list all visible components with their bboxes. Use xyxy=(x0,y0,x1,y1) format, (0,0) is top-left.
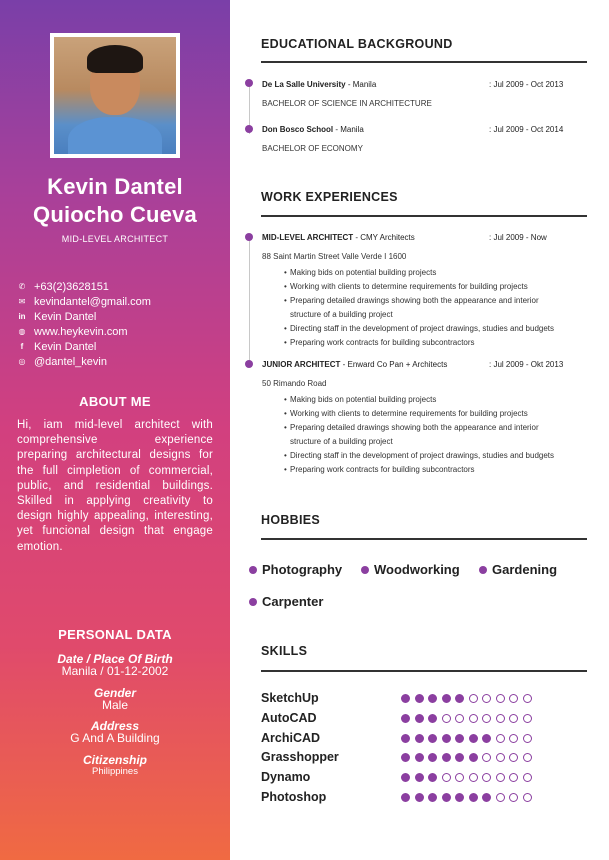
responsibility-list xyxy=(284,393,599,476)
skill-rating xyxy=(401,734,536,743)
rating-dot-empty xyxy=(509,734,518,743)
contact-linkedin[interactable] xyxy=(17,309,151,324)
rating-dot-filled xyxy=(415,714,424,723)
contact-email[interactable] xyxy=(17,294,151,309)
rating-dot-filled xyxy=(482,734,491,743)
address-label: Address xyxy=(90,719,140,733)
birth-value: Manila / 01-12-2002 xyxy=(61,664,169,678)
rating-dot-empty xyxy=(509,714,518,723)
hobbies-divider xyxy=(261,538,587,540)
rating-dot-empty xyxy=(469,714,478,723)
contact-text: Kevin Dantel xyxy=(34,310,97,323)
skill-name: SketchUp xyxy=(261,691,319,705)
email-icon: ✉ xyxy=(18,297,26,306)
list-item: • Making bids on potential building projects xyxy=(284,266,599,280)
hobbies-heading: HOBBIES xyxy=(261,513,321,527)
skill-row xyxy=(261,711,536,725)
rating-dot-empty xyxy=(509,773,518,782)
education-date: : Jul 2009 - Oct 2014 xyxy=(489,125,564,134)
skill-row xyxy=(261,770,536,784)
responsibility-list xyxy=(284,266,599,349)
skill-row xyxy=(261,731,536,745)
skill-name: Dynamo xyxy=(261,770,311,784)
rating-dot-empty xyxy=(482,773,491,782)
rating-dot-empty xyxy=(496,734,505,743)
job-role: JUNIOR ARCHITECT xyxy=(262,360,341,369)
contact-text: Kevin Dantel xyxy=(34,340,97,353)
rating-dot-empty xyxy=(482,753,491,762)
skill-row xyxy=(261,750,536,764)
work-divider xyxy=(261,215,587,217)
list-item: • Preparing work contracts for building subcontractors xyxy=(284,463,599,477)
contact-facebook[interactable] xyxy=(17,339,151,354)
rating-dot-filled xyxy=(455,753,464,762)
rating-dot-empty xyxy=(455,714,464,723)
work-date: : Jul 2009 - Now xyxy=(489,233,547,242)
about-heading: ABOUT ME xyxy=(79,394,151,409)
rating-dot-empty xyxy=(496,753,505,762)
contact-website[interactable] xyxy=(17,324,151,339)
name-line-1: Kevin Dantel xyxy=(47,174,183,199)
skill-rating xyxy=(401,773,536,782)
rating-dot-empty xyxy=(496,694,505,703)
rating-dot-filled xyxy=(401,714,410,723)
hobby-item xyxy=(249,562,342,577)
gender-label: Gender xyxy=(93,686,136,700)
rating-dot-empty xyxy=(442,773,451,782)
list-item: • Working with clients to determine requirements for building projects xyxy=(284,280,599,294)
list-item: • Preparing work contracts for building subcontractors xyxy=(284,336,599,350)
rating-dot-filled xyxy=(482,793,491,802)
rating-dot-empty xyxy=(482,694,491,703)
rating-dot-empty xyxy=(523,753,532,762)
citizenship-label: Citizenship xyxy=(82,753,147,767)
work-entry xyxy=(262,233,592,242)
work-date: : Jul 2009 - Okt 2013 xyxy=(489,360,564,369)
rating-dot-filled xyxy=(428,734,437,743)
about-text: Hi, iam mid-level architect with comprehensive experience preparing architectural designs for the full cimpletion of commercial, public, and residential buildings. Skilled in applying creativity to design highly appealing, interesting, yet funcional design that engage emotion. xyxy=(17,419,213,553)
rating-dot-filled xyxy=(415,753,424,762)
rating-dot-filled xyxy=(428,694,437,703)
sidebar xyxy=(0,0,230,860)
list-item: • Working with clients to determine requirements for building projects xyxy=(284,407,599,421)
instagram-icon: ◎ xyxy=(18,357,26,366)
hobby-label: Photography xyxy=(262,562,343,577)
rating-dot-filled xyxy=(455,734,464,743)
company: - CMY Architects xyxy=(353,233,415,242)
skill-name: AutoCAD xyxy=(261,711,317,725)
contact-text: www.heykevin.com xyxy=(34,325,128,338)
school-location: - Manila xyxy=(345,80,377,89)
skill-name: Grasshopper xyxy=(261,750,339,764)
rating-dot-empty xyxy=(523,694,532,703)
birth-label: Date / Place Of Birth xyxy=(57,652,173,666)
contact-text: kevindantel@gmail.com xyxy=(34,295,151,308)
rating-dot-filled xyxy=(401,694,410,703)
school-location: - Manila xyxy=(333,125,364,134)
rating-dot-empty xyxy=(496,773,505,782)
education-heading: EDUCATIONAL BACKGROUND xyxy=(261,37,453,51)
profile-name xyxy=(0,173,230,229)
rating-dot-empty xyxy=(442,714,451,723)
rating-dot-filled xyxy=(442,694,451,703)
degree: BACHELOR OF ECONOMY xyxy=(262,144,363,153)
rating-dot-filled xyxy=(401,734,410,743)
rating-dot-filled xyxy=(469,793,478,802)
contact-text: +63(2)3628151 xyxy=(34,280,109,293)
rating-dot-filled xyxy=(428,773,437,782)
work-heading: WORK EXPERIENCES xyxy=(261,190,398,204)
rating-dot-filled xyxy=(469,734,478,743)
contact-list xyxy=(17,279,151,369)
list-item: • Preparing detailed drawings showing both the appearance and interior xyxy=(284,421,599,435)
contact-instagram[interactable] xyxy=(17,354,151,369)
avatar xyxy=(54,37,176,154)
rating-dot-empty xyxy=(509,793,518,802)
facebook-icon: f xyxy=(20,342,24,351)
work-address: 50 Rimando Road xyxy=(262,379,327,388)
rating-dot-filled xyxy=(428,753,437,762)
address-value: G And A Building xyxy=(70,731,160,745)
profile-photo xyxy=(50,33,180,158)
contact-text: @dantel_kevin xyxy=(34,355,107,368)
job-title: MID-LEVEL ARCHITECT xyxy=(61,234,169,244)
linkedin-icon: in xyxy=(18,312,26,321)
personal-data-heading: PERSONAL DATA xyxy=(58,627,172,642)
hobby-label: Carpenter xyxy=(262,594,324,609)
rating-dot-filled xyxy=(442,734,451,743)
hobby-label: Woodworking xyxy=(374,562,460,577)
bullet-dot xyxy=(249,598,257,606)
rating-dot-empty xyxy=(455,773,464,782)
skills-divider xyxy=(261,670,587,672)
rating-dot-filled xyxy=(415,793,424,802)
skill-rating xyxy=(401,793,536,802)
rating-dot-filled xyxy=(442,793,451,802)
list-item-continued: structure of a building project xyxy=(290,436,393,446)
degree: BACHELOR OF SCIENCE IN ARCHITECTURE xyxy=(262,99,432,108)
work-entry xyxy=(262,360,592,369)
hobby-item xyxy=(361,562,460,577)
rating-dot-filled xyxy=(469,753,478,762)
hobby-item xyxy=(249,594,323,609)
education-entry xyxy=(262,125,592,134)
rating-dot-empty xyxy=(523,714,532,723)
hobby-item xyxy=(479,562,557,577)
company: - Enward Co Pan + Architects xyxy=(340,360,448,369)
skill-rating xyxy=(401,714,536,723)
rating-dot-empty xyxy=(509,694,518,703)
education-date: : Jul 2009 - Oct 2013 xyxy=(489,80,564,89)
rating-dot-empty xyxy=(523,793,532,802)
rating-dot-filled xyxy=(455,694,464,703)
skill-name: ArchiCAD xyxy=(261,731,321,745)
timeline-dot xyxy=(245,360,253,368)
rating-dot-filled xyxy=(428,793,437,802)
bullet-dot xyxy=(361,566,369,574)
timeline-line xyxy=(249,237,250,365)
timeline-dot xyxy=(245,79,253,87)
bullet-dot xyxy=(479,566,487,574)
rating-dot-empty xyxy=(523,734,532,743)
list-item: • Preparing detailed drawings showing both the appearance and interior xyxy=(284,294,599,308)
globe-icon: ◍ xyxy=(18,327,26,336)
education-entry xyxy=(262,80,592,89)
bullet-dot xyxy=(249,566,257,574)
rating-dot-empty xyxy=(469,694,478,703)
skill-row xyxy=(261,790,536,804)
phone-icon: ✆ xyxy=(18,282,26,291)
name-line-2: Quiocho Cueva xyxy=(33,202,197,227)
school-name: Don Bosco School xyxy=(262,125,334,134)
work-address: 88 Saint Martin Street Valle Verde I 1600 xyxy=(262,252,407,261)
rating-dot-filled xyxy=(455,793,464,802)
rating-dot-empty xyxy=(496,793,505,802)
list-item: • Directing staff in the development of project drawings, studies and budgets xyxy=(284,322,599,336)
hobby-label: Gardening xyxy=(492,562,558,577)
list-item: • Directing staff in the development of project drawings, studies and budgets xyxy=(284,449,599,463)
citizenship-value: Philippines xyxy=(92,766,138,777)
rating-dot-filled xyxy=(401,773,410,782)
skill-rating xyxy=(401,753,536,762)
rating-dot-empty xyxy=(496,714,505,723)
job-role: MID-LEVEL ARCHITECT xyxy=(262,233,354,242)
rating-dot-filled xyxy=(401,793,410,802)
rating-dot-empty xyxy=(482,714,491,723)
skills-heading: SKILLS xyxy=(261,644,308,658)
skill-row xyxy=(261,691,536,705)
rating-dot-empty xyxy=(509,753,518,762)
contact-phone[interactable] xyxy=(17,279,151,294)
list-item-continued: structure of a building project xyxy=(290,309,393,319)
skill-name: Photoshop xyxy=(261,790,327,804)
rating-dot-filled xyxy=(415,773,424,782)
gender-value: Male xyxy=(101,698,128,712)
skill-rating xyxy=(401,694,536,703)
rating-dot-filled xyxy=(428,714,437,723)
timeline-dot xyxy=(245,233,253,241)
rating-dot-filled xyxy=(415,694,424,703)
education-divider xyxy=(261,61,587,63)
timeline-dot xyxy=(245,125,253,133)
school-name: De La Salle University xyxy=(262,80,346,89)
rating-dot-filled xyxy=(401,753,410,762)
rating-dot-filled xyxy=(415,734,424,743)
rating-dot-filled xyxy=(442,753,451,762)
rating-dot-empty xyxy=(523,773,532,782)
rating-dot-empty xyxy=(469,773,478,782)
list-item: • Making bids on potential building projects xyxy=(284,393,599,407)
